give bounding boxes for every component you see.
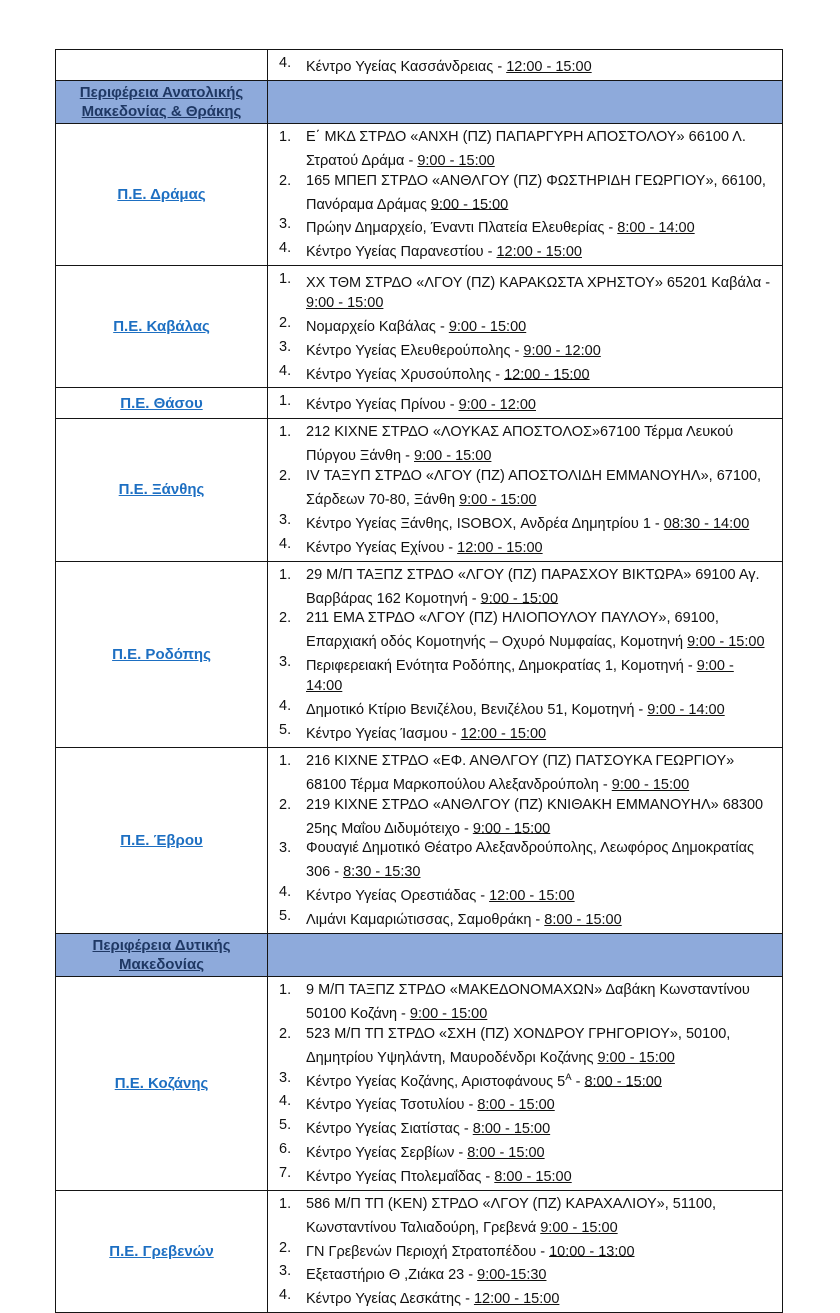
opening-hours: 9:00 - 15:00 bbox=[687, 634, 765, 651]
location-list bbox=[279, 751, 774, 930]
region-header-empty-cell bbox=[268, 81, 782, 123]
opening-hours: 12:00 - 15:00 bbox=[457, 539, 543, 556]
location-name: 165 ΜΠΕΠ ΣΤΡΔΟ «ΑΝΘΛΓΟΥ (ΠΖ) ΦΩΣΤΗΡΙΔΗ ΓΕΩΡΓΙΟΥ», 66100, Πανόραμα Δράμας bbox=[306, 172, 766, 213]
location-name: Πρώην Δημαρχείο, Έναντι Πλατεία Ελευθερίας - bbox=[306, 220, 618, 237]
location-name: 29 Μ/Π ΤΑΞΠΖ ΣΤΡΔΟ «ΛΓΟΥ (ΠΖ) ΠΑΡΑΣΧΟΥ ΒΙΚΤΩΡΑ» 69100 Αγ. Βαρβάρας 162 Κομοτηνή - bbox=[306, 566, 760, 607]
location-item bbox=[279, 1068, 774, 1092]
location-name: Λιμάνι Καμαριώτισσας, Σαμοθράκη - bbox=[306, 911, 545, 928]
location-name: Εξεταστήριο Θ ,Ζιάκα 23 - bbox=[306, 1267, 478, 1284]
location-item bbox=[279, 510, 774, 534]
location-item bbox=[279, 838, 774, 882]
location-list bbox=[279, 269, 774, 384]
item-number: 3. bbox=[279, 1069, 292, 1086]
opening-hours: 8:00 - 15:00 bbox=[494, 1168, 572, 1185]
item-number: 4. bbox=[279, 698, 292, 715]
item-number: 2. bbox=[279, 610, 292, 627]
location-name: Νομαρχείο Καβάλας - bbox=[306, 318, 449, 335]
item-number: 1. bbox=[279, 981, 292, 998]
item-text bbox=[306, 1194, 774, 1238]
item-text bbox=[306, 127, 774, 171]
location-item bbox=[279, 906, 774, 930]
location-item bbox=[279, 1261, 774, 1285]
item-text bbox=[306, 1238, 774, 1262]
item-number: 4. bbox=[279, 1287, 292, 1304]
location-item bbox=[279, 696, 774, 720]
item-number: 3. bbox=[279, 338, 292, 355]
location-item bbox=[279, 1091, 774, 1115]
locations-cell bbox=[268, 977, 782, 1190]
item-number: 7. bbox=[279, 1164, 292, 1181]
item-text bbox=[306, 795, 774, 839]
opening-hours: 08:30 - 14:00 bbox=[663, 515, 750, 532]
opening-hours: 9:00 - 15:00 bbox=[472, 820, 551, 837]
regional-unit-link[interactable]: Π.Ε. Έβρου bbox=[120, 831, 203, 849]
item-number: 5. bbox=[279, 908, 292, 925]
opening-hours: 9:00 - 14:00 bbox=[306, 658, 734, 695]
opening-hours: 8:00 - 15:00 bbox=[472, 1121, 551, 1138]
location-name: Κέντρο Υγείας Σερβίων - bbox=[306, 1144, 468, 1161]
opening-hours: 10:00 - 13:00 bbox=[549, 1243, 635, 1260]
location-name: 212 ΚΙΧΝΕ ΣΤΡΔΟ «ΛΟΥΚΑΣ ΑΠΟΣΤΟΛΟΣ»67100 Τέρμα Λευκού Πύργου Ξάνθη - bbox=[306, 424, 734, 465]
region-header-empty-cell bbox=[268, 934, 782, 976]
item-number: 3. bbox=[279, 216, 292, 233]
opening-hours: 9:00 - 15:00 bbox=[597, 1049, 675, 1066]
opening-hours: 12:00 - 15:00 bbox=[460, 725, 547, 742]
table-row bbox=[56, 1190, 782, 1312]
location-list bbox=[279, 980, 774, 1187]
region-header-cell bbox=[56, 81, 268, 123]
item-number: 3. bbox=[279, 1263, 292, 1280]
location-item bbox=[279, 391, 774, 415]
location-name: Περιφερειακή Ενότητα Ροδόπης, Δημοκρατίας 1, Κομοτηνή - bbox=[306, 658, 697, 675]
location-item bbox=[279, 882, 774, 906]
location-name: 219 ΚΙΧΝΕ ΣΤΡΔΟ «ΑΝΘΛΓΟΥ (ΠΖ) ΚΝΙΘΑΚΗ ΕΜΜΑΝΟΥΗΛ» 68300 25ης Μαΐου Διδυμότειχο - bbox=[306, 796, 764, 837]
item-text bbox=[306, 565, 774, 609]
locations-cell bbox=[268, 562, 782, 747]
opening-hours: 9:00 - 15:00 bbox=[430, 196, 509, 213]
opening-hours: 12:00 - 15:00 bbox=[489, 888, 575, 905]
item-number: 1. bbox=[279, 424, 292, 441]
location-list bbox=[279, 1194, 774, 1309]
location-item bbox=[279, 422, 774, 466]
table-row bbox=[56, 418, 782, 560]
item-number: 1. bbox=[279, 752, 292, 769]
location-name: 211 ΕΜΑ ΣΤΡΔΟ «ΛΓΟΥ (ΠΖ) ΗΛΙΟΠΟΥΛΟΥ ΠΑΥΛΟΥ», 69100, Επαρχιακή οδός Κομοτηνής – Οχυρό Νυμφαίας, Κομοτηνή bbox=[306, 610, 719, 651]
regional-unit-link[interactable]: Π.Ε. Ροδόπης bbox=[112, 645, 211, 663]
location-item bbox=[279, 313, 774, 337]
item-text bbox=[306, 1163, 774, 1187]
location-item bbox=[279, 466, 774, 510]
location-item bbox=[279, 652, 774, 696]
table-row bbox=[56, 50, 782, 80]
location-name: Κέντρο Υγείας Δεσκάτης - bbox=[306, 1290, 474, 1307]
location-item bbox=[279, 337, 774, 361]
table-row-region-header bbox=[56, 80, 782, 123]
table-row bbox=[56, 387, 782, 418]
item-number: 4. bbox=[279, 240, 292, 257]
opening-hours: 9:00 - 15:00 bbox=[480, 590, 559, 607]
item-number: 3. bbox=[279, 511, 292, 528]
item-text bbox=[306, 1139, 774, 1163]
location-list bbox=[279, 127, 774, 262]
location-name: Κέντρο Υγείας Ξάνθης, ISOBOX, Ανδρέα Δημητρίου 1 - bbox=[306, 515, 664, 532]
regional-unit-cell bbox=[56, 124, 268, 265]
location-item bbox=[279, 269, 774, 313]
item-number: 1. bbox=[279, 128, 292, 145]
locations-cell bbox=[268, 124, 782, 265]
location-item bbox=[279, 238, 774, 262]
item-text bbox=[306, 838, 774, 882]
item-text bbox=[306, 1091, 774, 1115]
opening-hours: 9:00 - 15:00 bbox=[409, 1005, 488, 1022]
regional-unit-cell bbox=[56, 419, 268, 560]
regional-unit-link[interactable]: Π.Ε. Ξάνθης bbox=[118, 481, 205, 499]
regional-unit-cell bbox=[56, 388, 268, 418]
item-number: 4. bbox=[279, 362, 292, 379]
location-item bbox=[279, 1139, 774, 1163]
location-name: Κέντρο Υγείας Σιατίστας - bbox=[306, 1121, 473, 1138]
opening-hours: 8:00 - 14:00 bbox=[617, 220, 695, 237]
opening-hours: 12:00 - 15:00 bbox=[496, 244, 582, 261]
opening-hours: 9:00 - 12:00 bbox=[523, 342, 601, 359]
location-list bbox=[279, 53, 774, 77]
regional-unit-link[interactable]: Π.Ε. Κοζάνης bbox=[114, 1074, 209, 1092]
table-row bbox=[56, 561, 782, 747]
item-number: 4. bbox=[279, 1093, 292, 1110]
location-item bbox=[279, 53, 774, 77]
item-text bbox=[306, 1261, 774, 1285]
opening-hours: 9:00 - 15:00 bbox=[414, 448, 492, 465]
location-item bbox=[279, 1285, 774, 1309]
opening-hours: 9:00-15:30 bbox=[477, 1267, 547, 1284]
item-text bbox=[306, 53, 774, 77]
locations-cell bbox=[268, 266, 782, 387]
item-text bbox=[306, 337, 774, 361]
location-item bbox=[279, 1024, 774, 1068]
item-number: 2. bbox=[279, 1239, 292, 1256]
location-name: Κέντρο Υγείας Πρίνου - bbox=[306, 397, 459, 414]
item-text bbox=[306, 171, 774, 215]
location-name: IV ΤΑΞΥΠ ΣΤΡΔΟ «ΛΓΟΥ (ΠΖ) ΑΠΟΣΤΟΛΙΔΗ ΕΜΜΑΝΟΥΗΛ», 67100, Σάρδεων 70-80, Ξάνθη bbox=[306, 468, 762, 508]
region-header-link[interactable]: Περιφέρεια Δυτικής Μακεδονίας bbox=[92, 936, 231, 973]
item-number: 4. bbox=[279, 884, 292, 901]
table-row-region-header bbox=[56, 933, 782, 976]
item-text bbox=[306, 980, 774, 1024]
opening-hours: 9:00 - 12:00 bbox=[458, 397, 536, 414]
regional-unit-link[interactable]: Π.Ε. Καβάλας bbox=[113, 318, 210, 336]
opening-hours: 9:00 - 15:00 bbox=[448, 318, 527, 335]
item-text bbox=[306, 534, 774, 558]
location-name: 216 ΚΙΧΝΕ ΣΤΡΔΟ «ΕΦ. ΑΝΘΛΓΟΥ (ΠΖ) ΠΑΤΣΟΥΚΑ ΓΕΩΡΓΙΟΥ» 68100 Τέρμα Μαρκοπούλου Αλεξανδρούπολη - bbox=[306, 752, 735, 793]
location-item bbox=[279, 1115, 774, 1139]
opening-hours: 9:00 - 15:00 bbox=[459, 491, 537, 508]
location-item bbox=[279, 565, 774, 609]
item-text bbox=[306, 751, 774, 795]
opening-hours: 8:00 - 15:00 bbox=[584, 1073, 662, 1090]
regional-unit-cell bbox=[56, 50, 268, 80]
location-item bbox=[279, 534, 774, 558]
location-name: Κέντρο Υγείας Χρυσούπολης - bbox=[306, 366, 505, 383]
item-number: 4. bbox=[279, 535, 292, 552]
locations-cell bbox=[268, 388, 782, 418]
item-number: 2. bbox=[279, 796, 292, 813]
location-item bbox=[279, 608, 774, 652]
location-item bbox=[279, 127, 774, 171]
location-name: 586 Μ/Π ΤΠ (ΚΕΝ) ΣΤΡΔΟ «ΛΓΟΥ (ΠΖ) ΚΑΡΑΧΑΛΙΟΥ», 51100, Κωνσταντίνου Ταλιαδούρη, Γρεβενά bbox=[306, 1195, 717, 1236]
item-number: 3. bbox=[279, 654, 292, 671]
opening-hours: 8:00 - 15:00 bbox=[467, 1144, 545, 1161]
location-name: ΧΧ ΤΘΜ ΣΤΡΔΟ «ΛΓΟΥ (ΠΖ) ΚΑΡΑΚΩΣΤΑ ΧΡΗΣΤΟΥ» 65201 Καβάλα - bbox=[306, 274, 771, 291]
location-name: Κέντρο Υγείας Εχίνου - bbox=[306, 539, 458, 556]
location-item bbox=[279, 795, 774, 839]
item-number: 6. bbox=[279, 1141, 292, 1158]
item-number: 5. bbox=[279, 1117, 292, 1134]
locations-cell bbox=[268, 1191, 782, 1312]
locations-cell bbox=[268, 748, 782, 933]
location-name: Κέντρο Υγείας Ίασμου - bbox=[306, 725, 461, 742]
item-text bbox=[306, 906, 774, 930]
location-item bbox=[279, 980, 774, 1024]
opening-hours: 8:30 - 15:30 bbox=[343, 864, 421, 881]
location-superscript: Α bbox=[565, 1071, 572, 1083]
item-number: 2. bbox=[279, 172, 292, 189]
location-name: Κέντρο Υγείας Κοζάνης, Αριστοφάνους 5 bbox=[306, 1073, 566, 1090]
location-item bbox=[279, 1163, 774, 1187]
item-number: 4. bbox=[279, 55, 292, 71]
opening-hours: 9:00 - 15:00 bbox=[306, 294, 384, 311]
item-number: 1. bbox=[279, 393, 292, 410]
opening-hours: 9:00 - 15:00 bbox=[540, 1219, 618, 1236]
location-separator: - bbox=[571, 1073, 585, 1090]
item-text bbox=[306, 1285, 774, 1309]
location-list bbox=[279, 391, 774, 415]
location-name: Κέντρο Υγείας Ελευθερούπολης - bbox=[306, 342, 524, 359]
table-row bbox=[56, 123, 782, 265]
location-item bbox=[279, 361, 774, 385]
regional-unit-cell bbox=[56, 562, 268, 747]
regional-unit-cell bbox=[56, 748, 268, 933]
location-item bbox=[279, 720, 774, 744]
location-name: Κέντρο Υγείας Παρανεστίου - bbox=[306, 244, 497, 261]
item-text bbox=[306, 510, 774, 534]
opening-hours: 12:00 - 15:00 bbox=[506, 58, 592, 75]
region-header-cell bbox=[56, 934, 268, 976]
item-number: 5. bbox=[279, 721, 292, 738]
item-number: 1. bbox=[279, 566, 292, 583]
item-text bbox=[306, 313, 774, 337]
regional-unit-link[interactable]: Π.Ε. Δράμας bbox=[117, 185, 206, 203]
opening-hours: 12:00 - 15:00 bbox=[504, 366, 590, 383]
item-number: 2. bbox=[279, 468, 292, 485]
table-row bbox=[56, 747, 782, 933]
location-name: Κέντρο Υγείας Κασσάνδρειας - bbox=[306, 58, 507, 75]
opening-hours: 9:00 - 15:00 bbox=[417, 152, 495, 169]
location-item bbox=[279, 1238, 774, 1262]
item-number: 1. bbox=[279, 1195, 292, 1212]
item-text bbox=[306, 720, 774, 744]
vaccination-locations-table bbox=[55, 49, 783, 1313]
item-text bbox=[306, 1068, 774, 1092]
location-item bbox=[279, 214, 774, 238]
item-text bbox=[306, 214, 774, 238]
item-text bbox=[306, 882, 774, 906]
locations-cell bbox=[268, 50, 782, 80]
item-text bbox=[306, 608, 774, 652]
location-list bbox=[279, 565, 774, 744]
location-name: Κέντρο Υγείας Τσοτυλίου - bbox=[306, 1097, 478, 1114]
regional-unit-cell bbox=[56, 1191, 268, 1312]
location-name: Κέντρο Υγείας Πτολεμαΐδας - bbox=[306, 1168, 495, 1185]
location-list bbox=[279, 422, 774, 557]
region-header-link[interactable]: Περιφέρεια Ανατολικής Μακεδονίας & Θράκης bbox=[79, 83, 244, 120]
regional-unit-link[interactable]: Π.Ε. Θάσου bbox=[120, 394, 203, 412]
regional-unit-link[interactable]: Π.Ε. Γρεβενών bbox=[109, 1242, 214, 1260]
table-row bbox=[56, 976, 782, 1190]
opening-hours: 12:00 - 15:00 bbox=[473, 1290, 560, 1307]
table-row bbox=[56, 265, 782, 387]
location-name: 523 Μ/Π ΤΠ ΣΤΡΔΟ «ΣΧΗ (ΠΖ) ΧΟΝΔΡΟΥ ΓΡΗΓΟΡΙΟΥ», 50100, Δημητρίου Υψηλάντη, Μαυροδένδρι Κοζάνης bbox=[306, 1025, 731, 1066]
item-text bbox=[306, 361, 774, 385]
item-text bbox=[306, 1024, 774, 1068]
location-name: ΓΝ Γρεβενών Περιοχή Στρατοπέδου - bbox=[306, 1243, 550, 1260]
item-number: 2. bbox=[279, 1025, 292, 1042]
opening-hours: 9:00 - 14:00 bbox=[647, 701, 725, 718]
item-text bbox=[306, 238, 774, 262]
opening-hours: 8:00 - 15:00 bbox=[544, 911, 622, 928]
regional-unit-cell bbox=[56, 266, 268, 387]
location-name: Δημοτικό Κτίριο Βενιζέλου, Βενιζέλου 51, Κομοτηνή - bbox=[306, 701, 648, 718]
item-text bbox=[306, 269, 774, 313]
item-number: 2. bbox=[279, 314, 292, 331]
item-text bbox=[306, 652, 774, 696]
location-name: Κέντρο Υγείας Ορεστιάδας - bbox=[306, 888, 490, 905]
location-name: 9 Μ/Π ΤΑΞΠΖ ΣΤΡΔΟ «ΜΑΚΕΔΟΝΟΜΑΧΩΝ» Δαβάκη Κωνσταντίνου 50100 Κοζάνη - bbox=[306, 981, 750, 1022]
location-name: Ε΄ ΜΚΔ ΣΤΡΔΟ «ΑΝΧΗ (ΠΖ) ΠΑΠΑΡΓΥΡΗ ΑΠΟΣΤΟΛΟΥ» 66100 Λ. Στρατού Δράμα - bbox=[306, 128, 746, 169]
regional-unit-cell bbox=[56, 977, 268, 1190]
item-number: 3. bbox=[279, 840, 292, 857]
location-item bbox=[279, 1194, 774, 1238]
item-text bbox=[306, 696, 774, 720]
location-item bbox=[279, 171, 774, 215]
locations-cell bbox=[268, 419, 782, 560]
item-text bbox=[306, 391, 774, 415]
location-item bbox=[279, 751, 774, 795]
opening-hours: 9:00 - 15:00 bbox=[611, 776, 690, 793]
location-name: Φουαγιέ Δημοτικό Θέατρο Αλεξανδρούπολης, Λεωφόρος Δημοκρατίας 306 - bbox=[306, 840, 754, 881]
item-text bbox=[306, 422, 774, 466]
opening-hours: 8:00 - 15:00 bbox=[477, 1097, 555, 1114]
item-text bbox=[306, 1115, 774, 1139]
item-number: 1. bbox=[279, 271, 292, 288]
item-text bbox=[306, 466, 774, 510]
